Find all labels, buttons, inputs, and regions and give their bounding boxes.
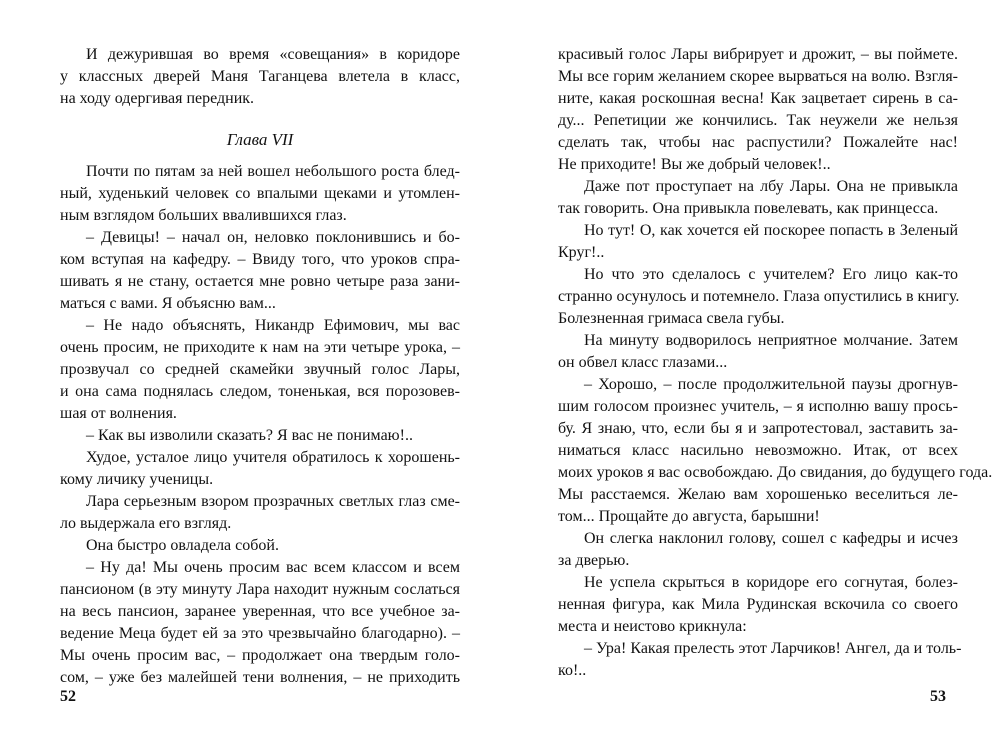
text-line: Он слегка наклонил голову, сошел с кафедры и исчез (584, 530, 958, 547)
text-line: Круг!.. (558, 244, 605, 261)
text-line: Лара серьезным взором прозрачных светлых глаз сме- (86, 493, 460, 510)
text-line: ните, какая роскошная весна! Как зацветает сирень в са- (558, 90, 958, 107)
text-line: На минуту водворилось неприятное молчание. Затем (584, 332, 958, 349)
text-line: ненная фигура, как Мила Рудинская вскочила со своего (558, 596, 958, 613)
page-number: 53 (930, 688, 946, 705)
text-line: – Хорошо, – после продолжительной паузы дрогнув- (584, 376, 958, 393)
text-line: шивать я не стану, остается мне ровно четыре раза зани- (60, 273, 460, 290)
text-line: места и неистово крикнула: (558, 618, 747, 635)
right-page-footer (558, 0, 993, 750)
text-line: ко!.. (558, 662, 587, 679)
text-line: на ходу одергивая передник. (60, 90, 255, 107)
text-line: том... Прощайте до августа, барышни! (558, 508, 820, 525)
text-line: – Ну да! Мы очень просим вас всем классом и всем (86, 559, 460, 576)
text-line: – Не надо объяснять, Никандр Ефимович, мы вас (86, 317, 460, 334)
text-line: Даже пот проступает на лбу Лары. Она не привыкла (584, 178, 958, 195)
text-line: И дежурившая во время «совещания» в коридоре (86, 46, 460, 63)
text-line: у классных дверей Маня Таганцева влетела в класс, (60, 68, 460, 85)
text-line: шая от волнения. (60, 405, 177, 422)
text-line: Почти по пятам за ней вошел небольшого роста блед- (86, 163, 460, 180)
chapter-heading: Глава VII (226, 130, 294, 149)
text-line: за дверью. (558, 552, 630, 569)
text-line: Не приходите! Вы же добрый человек!.. (558, 156, 831, 173)
text-line: ведение Меца будет ей за это чрезвычайно благодарно). – (60, 625, 460, 642)
text-line: Но тут! О, как хочется ей поскорее попасть в Зеленый (584, 222, 958, 239)
text-line: Болезненная гримаса свела губы. (558, 310, 785, 327)
text-line: красивый голос Лары вибрирует и дрожит, – вы поймете. (558, 46, 958, 63)
text-line: ный, худенький человек со впалыми щеками и утомлен- (60, 185, 460, 202)
text-line: ду... Репетиции же кончились. Так неужели же нельзя (558, 112, 958, 129)
text-line: странно осунулось и потемнело. Глаза опустились в книгу. (558, 288, 960, 305)
text-line: – Ура! Какая прелесть этот Ларчиков! Ангел, да и толь- (584, 640, 962, 657)
text-line: Не успела скрыться в коридоре его согнутая, болез- (584, 574, 958, 591)
text-line: Но что это сделалось с учителем? Его лицо как-то (584, 266, 958, 283)
text-line: ным взглядом больших ввалившихся глаз. (60, 207, 347, 224)
text-line: он обвел класс глазами... (558, 354, 728, 371)
text-line: моих уроков я вас освобождаю. До свидания, до будущего года. (558, 464, 993, 481)
text-line: шим голосом произнес учитель, – я исполню вашу прось- (558, 398, 958, 415)
text-line: – Как вы изволили сказать? Я вас не понимаю!.. (86, 427, 413, 444)
text-line: маться с вами. Я объясню вам... (60, 295, 276, 312)
text-line: ниматься класс насильно невозможно. Итак, от всех (558, 442, 958, 459)
text-line: бу. Я знаю, что, если бы я и запротестовал, заставить за- (558, 420, 958, 437)
text-line: Мы очень просим вас, – продолжает она твердым голо- (60, 647, 460, 664)
text-line: сделать так, чтобы нас распустили? Пожалейте нас! (558, 134, 958, 151)
page-number: 52 (60, 688, 76, 705)
text-line: Худое, усталое лицо учителя обратилось к хорошень- (86, 449, 460, 466)
text-line: на весь пансион, заранее уверенная, что все учебное за- (60, 603, 460, 620)
text-line: и она сама поднялась следом, тоненькая, вся порозовев- (60, 383, 460, 400)
text-line: Мы расстаемся. Желаю вам хорошенько веселиться ле- (558, 486, 958, 503)
text-line: Мы все горим желанием скорее вырваться на волю. Взгля- (558, 68, 958, 85)
text-line: сом, – уже без малейшей тени волнения, – не приходить (60, 669, 460, 686)
text-line: ло выдержала его взгляд. (60, 515, 232, 532)
left-page-footer (60, 0, 460, 750)
text-line: пансионом (в эту минуту Лара находит нужным сослаться (60, 581, 460, 598)
text-line: очень просим, не приходите к нам на эти четыре урока, – (60, 339, 460, 356)
text-line: – Девицы! – начал он, неловко поклонившись и бо- (86, 229, 460, 246)
text-line: прозвучал со средней скамейки звучный голос Лары, (60, 361, 460, 378)
text-line: так говорить. Она привыкла повелевать, как принцесса. (558, 200, 939, 217)
text-line: Она быстро овладела собой. (86, 537, 279, 554)
text-line: кому личику ученицы. (60, 471, 214, 488)
text-line: ком вступая на кафедру. – Ввиду того, что уроков спра- (60, 251, 460, 268)
